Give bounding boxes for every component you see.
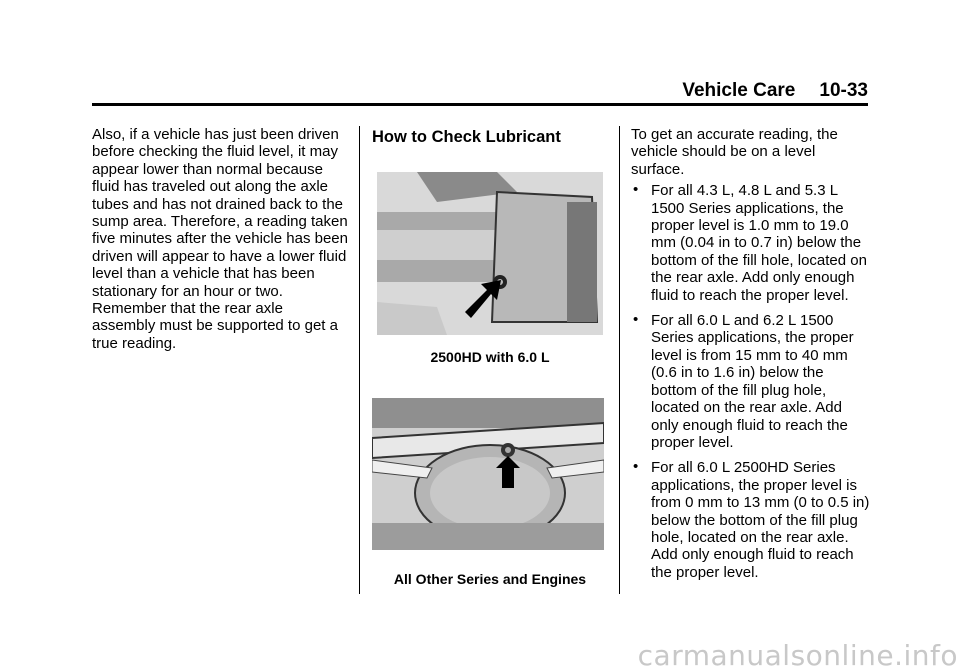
watermark: carmanualsonline.info bbox=[637, 639, 958, 672]
axle-illustration-2 bbox=[372, 398, 604, 550]
list-item: • For all 6.0 L 2500HD Series applications, the proper level is from 0 mm to 13 mm (0 to 0.5 in) below the bottom of the fill plug hole, located on the rear axle. Add only enough fluid to reach the proper level. bbox=[633, 458, 870, 581]
figure1-caption: 2500HD with 6.0 L bbox=[430, 349, 550, 365]
page-header bbox=[92, 80, 868, 102]
bullet-icon: • bbox=[633, 181, 639, 199]
axle-illustration-1 bbox=[377, 172, 603, 335]
axle-paragraph: Also, if a vehicle has just been driven before checking the fluid level, it may appear lower than normal because fluid has traveled out along the axle tubes and has not drained back to the sump area. Therefore, a reading taken five minutes after the vehicle has been driven will appear to have a lower fluid level than a vehicle that has been stationary for an hour or two. Remember that the rear axle assembly must be supported to get a true reading. bbox=[92, 126, 348, 352]
left-column bbox=[92, 126, 348, 352]
list-item: • For all 6.0 L and 6.2 L 1500 Series applications, the proper level is from 15 mm to 40 mm (0.6 in to 1.6 in) below the bottom of the fill plug hole, located on the rear axle. Add only enough fluid to reach the proper level. bbox=[633, 311, 854, 451]
figure-2500hd-axle bbox=[377, 172, 603, 335]
middle-column bbox=[372, 127, 608, 147]
section-heading: How to Check Lubricant bbox=[372, 128, 561, 146]
intro-paragraph: To get an accurate reading, the vehicle should be on a level surface. bbox=[631, 126, 838, 178]
fluid-level-list bbox=[631, 182, 871, 581]
list-item: • For all 4.3 L, 4.8 L and 5.3 L 1500 Series applications, the proper level is 1.0 mm to 19.0 mm (0.04 in to 0.7 in) below the bottom of the fill hole, located on the rear axle. Add only enough fluid to reach the proper level. bbox=[633, 181, 867, 304]
figure-other-series-axle bbox=[372, 398, 604, 550]
page-number: 10-33 bbox=[819, 80, 868, 101]
section-title: Vehicle Care bbox=[682, 80, 796, 101]
bullet-icon: • bbox=[633, 311, 639, 329]
bullet-icon: • bbox=[633, 458, 639, 476]
column-divider-right bbox=[619, 126, 620, 594]
header-rule bbox=[92, 103, 868, 106]
figure2-caption: All Other Series and Engines bbox=[393, 571, 587, 587]
right-column bbox=[631, 126, 871, 589]
column-divider-left bbox=[359, 126, 360, 594]
